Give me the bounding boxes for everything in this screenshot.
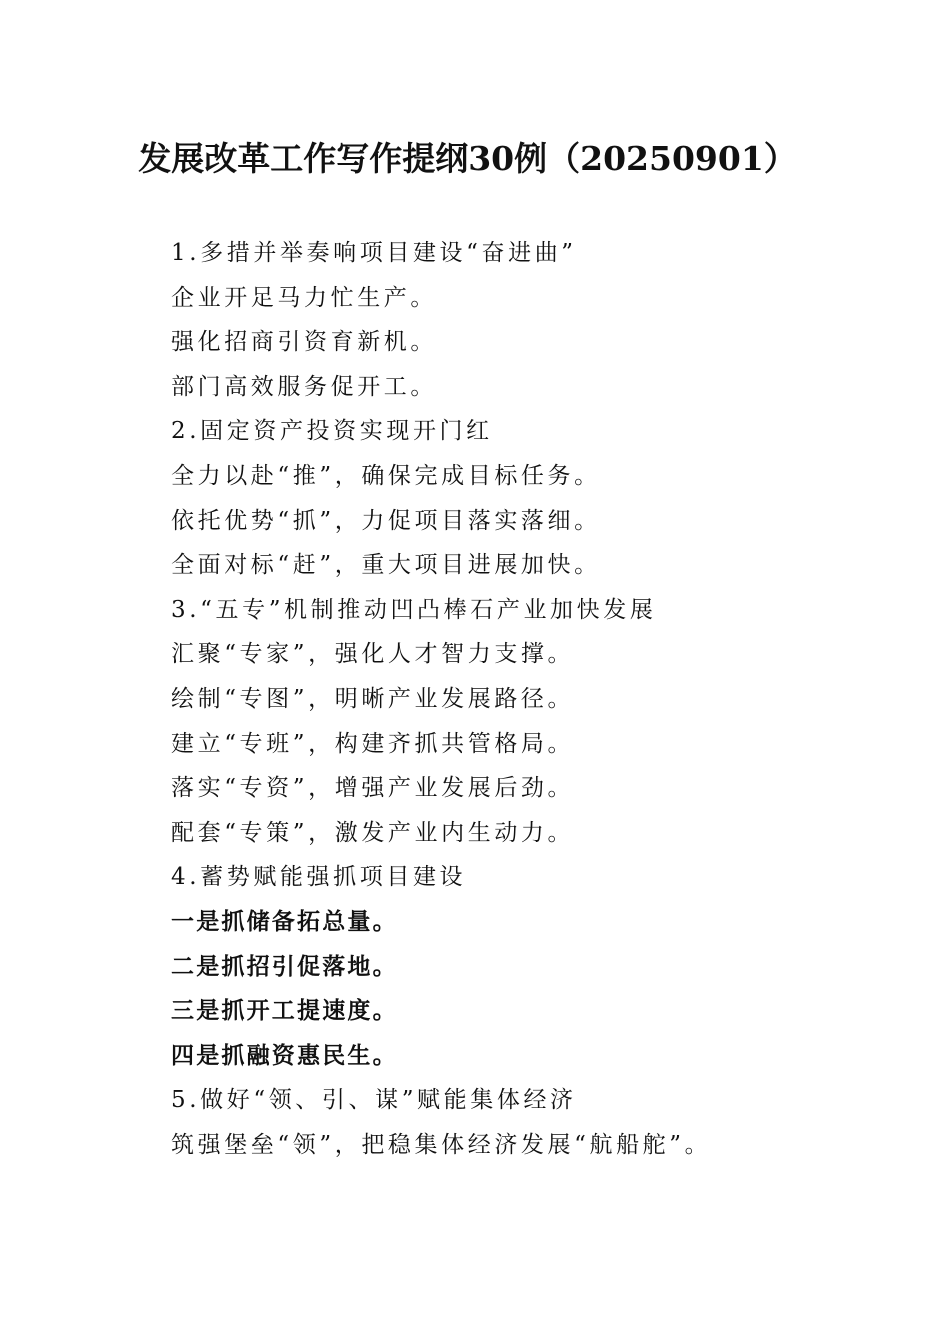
- document-title: 发展改革工作写作提纲30例（20250901）: [138, 139, 797, 178]
- bold-list-line: 一是抓储备拓总量。: [171, 907, 398, 935]
- text-line: 筑强堡垒“领”，把稳集体经济发展“航船舵”。: [171, 1131, 712, 1158]
- text-line: 绘制“专图”，明晰产业发展路径。: [171, 685, 575, 712]
- text-line: 汇聚“专家”，强化人才智力支撑。: [171, 641, 575, 668]
- text-line: 全面对标“赶”，重大项目进展加快。: [171, 552, 601, 579]
- document-body: [171, 231, 871, 1167]
- text-line: 落实“专资”，增强产业发展后劲。: [171, 775, 575, 802]
- text-line: 3.“五专”机制推动凹凸棒石产业加快发展: [171, 596, 657, 623]
- text-line: 配套“专策”，激发产业内生动力。: [171, 819, 575, 846]
- bold-list-line: 二是抓招引促落地。: [171, 952, 398, 980]
- text-line: 5.做好“领、引、谋”赋能集体经济: [171, 1087, 577, 1114]
- text-line: 1.多措并举奏响项目建设“奋进曲”: [171, 240, 577, 266]
- text-line: 部门高效服务促开工。: [171, 373, 437, 400]
- text-line: 依托优势“抓”，力促项目落实落细。: [171, 507, 601, 534]
- text-line: 4.蓄势赋能强抓项目建设: [171, 864, 467, 891]
- text-line: 强化招商引资育新机。: [171, 329, 437, 356]
- text-line: 建立“专班”，构建齐抓共管格局。: [171, 730, 575, 757]
- text-line: 2.固定资产投资实现开门红: [171, 418, 493, 445]
- bold-list-line: 四是抓融资惠民生。: [171, 1041, 398, 1069]
- text-line: 全力以赴“推”，确保完成目标任务。: [171, 462, 601, 489]
- bold-list-line: 三是抓开工提速度。: [171, 997, 398, 1025]
- text-line: 企业开足马力忙生产。: [171, 284, 437, 311]
